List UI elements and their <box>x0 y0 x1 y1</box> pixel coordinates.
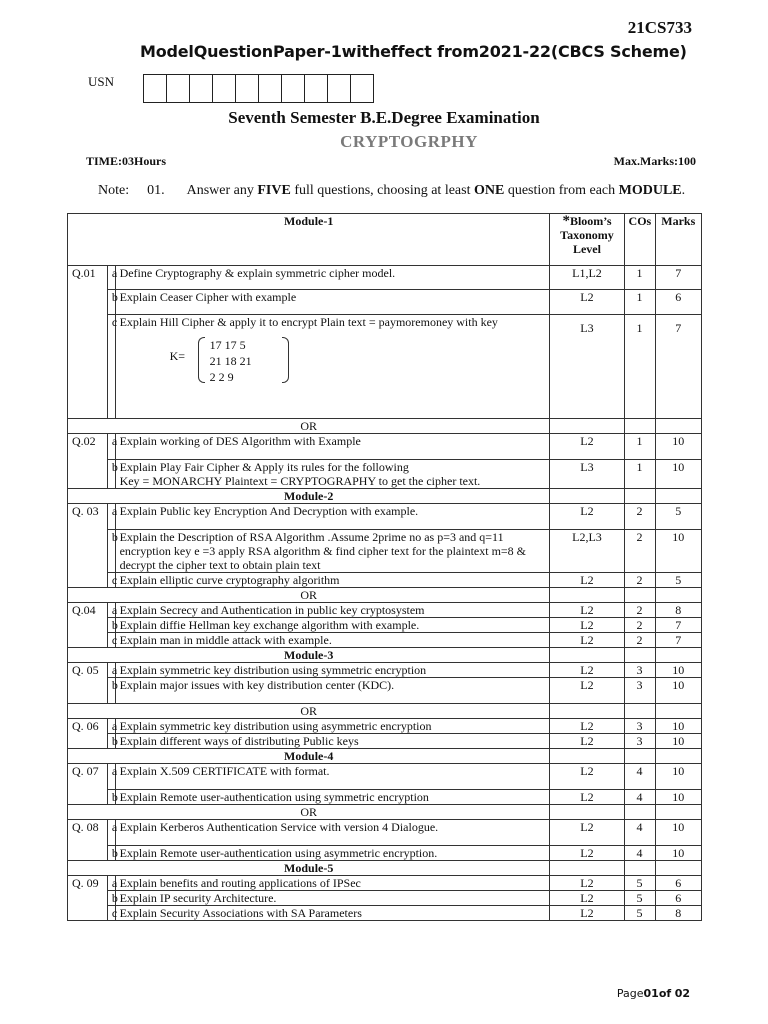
question-text: Explain Security Associations with SA Parameters <box>115 906 550 921</box>
empty-cell <box>550 704 624 719</box>
separator-row <box>68 588 702 603</box>
sub-label: b <box>107 678 115 704</box>
marks-value: 6 <box>655 891 702 906</box>
module-separator: Module-3 <box>68 648 550 663</box>
table-row <box>68 678 702 704</box>
empty-cell <box>624 704 655 719</box>
bloom-level: L2 <box>550 719 624 734</box>
empty-cell <box>655 489 702 504</box>
usn-digit-box[interactable] <box>350 74 374 103</box>
co-value: 3 <box>624 719 655 734</box>
note-five: FIVE <box>257 183 291 198</box>
separator-row <box>68 749 702 764</box>
bloom-level: L2 <box>550 876 624 891</box>
empty-cell <box>624 489 655 504</box>
footer-of-word: of <box>658 987 672 1000</box>
marks-value: 7 <box>655 315 702 419</box>
page-footer <box>617 987 690 1000</box>
sub-label: a <box>107 434 115 460</box>
table-row <box>68 663 702 678</box>
question-text: Explain working of DES Algorithm with Example <box>115 434 550 460</box>
module-separator: Module-4 <box>68 749 550 764</box>
bloom-star: * <box>562 213 570 229</box>
marks-value: 5 <box>655 573 702 588</box>
co-value: 4 <box>624 764 655 790</box>
empty-cell <box>550 861 624 876</box>
table-row <box>68 315 702 419</box>
bloom-level: L2 <box>550 663 624 678</box>
question-text: Key = MONARCHY Plaintext = CRYPTOGRAPHY to get the cipher text. <box>119 474 481 488</box>
bloom-level: L2 <box>550 678 624 704</box>
matrix-rows <box>210 337 280 385</box>
table-row <box>68 266 702 290</box>
usn-digit-box[interactable] <box>304 74 328 103</box>
bloom-level: L2,L3 <box>550 530 624 573</box>
bloom-level: L2 <box>550 434 624 460</box>
marks-value: 10 <box>655 719 702 734</box>
table-row <box>68 820 702 846</box>
co-value: 2 <box>624 603 655 618</box>
question-number: Q. 09 <box>68 876 108 921</box>
or-separator: OR <box>68 805 550 820</box>
sub-label: c <box>107 633 115 648</box>
bloom-level: L2 <box>550 790 624 805</box>
sub-label: a <box>107 504 115 530</box>
marks-value: 7 <box>655 618 702 633</box>
question-text: Define Cryptography & explain symmetric cipher model. <box>115 266 550 290</box>
separator-row <box>68 704 702 719</box>
question-text-block <box>115 460 550 489</box>
table-row <box>68 573 702 588</box>
empty-cell <box>624 419 655 434</box>
question-text: Explain different ways of distributing Public keys <box>115 734 550 749</box>
co-value: 4 <box>624 846 655 861</box>
table-row <box>68 734 702 749</box>
sub-label: b <box>107 460 115 489</box>
marks-heading: Marks <box>655 214 702 266</box>
question-text: Explain benefits and routing applications of IPSec <box>115 876 550 891</box>
question-number: Q.02 <box>68 434 108 489</box>
table-row <box>68 633 702 648</box>
marks-value: 10 <box>655 846 702 861</box>
bloom-level: L2 <box>550 504 624 530</box>
co-value: 1 <box>624 266 655 290</box>
bloom-heading-line: Level <box>572 242 601 256</box>
module-separator: Module-5 <box>68 861 550 876</box>
question-text: Explain Ceaser Cipher with example <box>115 290 550 315</box>
time-label: TIME:03Hours <box>86 154 167 168</box>
note-module: MODULE <box>618 183 682 198</box>
sub-label: a <box>107 764 115 790</box>
sub-label: c <box>107 315 115 419</box>
marks-value: 10 <box>655 663 702 678</box>
separator-row <box>68 861 702 876</box>
separator-row <box>68 805 702 820</box>
table-row <box>68 530 702 573</box>
question-text: Explain symmetric key distribution using asymmetric encryption <box>115 719 550 734</box>
question-text: Explain symmetric key distribution using symmetric encryption <box>115 663 550 678</box>
table-row <box>68 504 702 530</box>
usn-boxes <box>144 74 374 103</box>
marks-value: 7 <box>655 633 702 648</box>
table-row <box>68 790 702 805</box>
question-number: Q. 07 <box>68 764 108 805</box>
sub-label: c <box>107 906 115 921</box>
co-value: 5 <box>624 906 655 921</box>
table-header-row <box>68 214 702 266</box>
co-value: 1 <box>624 290 655 315</box>
empty-cell <box>550 648 624 663</box>
co-value: 2 <box>624 573 655 588</box>
bloom-level: L2 <box>550 290 624 315</box>
question-text: Explain X.509 CERTIFICATE with format. <box>115 764 550 790</box>
or-separator: OR <box>68 704 550 719</box>
sub-label: b <box>107 530 115 573</box>
course-code: 21CS733 <box>627 18 692 37</box>
question-text: Explain Play Fair Cipher & Apply its rules for the following <box>119 460 409 474</box>
question-text-block <box>115 315 550 419</box>
usn-digit-box[interactable] <box>166 74 190 103</box>
subject-title: CRYPTOGRPHY <box>340 132 478 151</box>
question-number: Q. 05 <box>68 663 108 704</box>
module-separator: Module-2 <box>68 489 550 504</box>
or-separator: OR <box>68 588 550 603</box>
marks-value: 6 <box>655 876 702 891</box>
note-text: question from each <box>504 183 619 198</box>
co-value: 2 <box>624 504 655 530</box>
empty-cell <box>655 805 702 820</box>
marks-value: 10 <box>655 820 702 846</box>
table-row <box>68 846 702 861</box>
empty-cell <box>550 419 624 434</box>
table-row <box>68 603 702 618</box>
co-value: 2 <box>624 530 655 573</box>
question-number: Q. 08 <box>68 820 108 861</box>
table-row <box>68 719 702 734</box>
bloom-level: L3 <box>550 315 624 419</box>
usn-digit-box[interactable] <box>212 74 236 103</box>
marks-value: 10 <box>655 734 702 749</box>
marks-value: 6 <box>655 290 702 315</box>
question-text: Explain elliptic curve cryptography algorithm <box>115 573 550 588</box>
question-text: Explain the Description of RSA Algorithm .Assume 2prime no as p=3 and q=11 encryption key e =3 apply RSA algorithm & find cipher text for the plaintext m=8 & decrypt the cipher text to obtain plain text <box>115 530 550 573</box>
sub-label: b <box>107 734 115 749</box>
sub-label: a <box>107 820 115 846</box>
empty-cell <box>624 749 655 764</box>
footer-page-word: Page <box>616 987 644 1000</box>
sub-label: c <box>107 573 115 588</box>
question-number: Q.01 <box>68 266 108 419</box>
empty-cell <box>624 648 655 663</box>
question-number: Q.04 <box>68 603 108 648</box>
question-table <box>67 213 702 921</box>
separator-row <box>68 648 702 663</box>
question-text: Explain Remote user-authentication using asymmetric encryption. <box>115 846 550 861</box>
co-value: 5 <box>624 876 655 891</box>
bloom-level: L2 <box>550 603 624 618</box>
empty-cell <box>624 588 655 603</box>
table-row <box>68 891 702 906</box>
table-row <box>68 618 702 633</box>
cos-heading: COs <box>624 214 655 266</box>
sub-label: a <box>107 603 115 618</box>
note-text: . <box>681 183 686 198</box>
sub-label: b <box>107 290 115 315</box>
separator-row <box>68 419 702 434</box>
table-row <box>68 876 702 891</box>
question-text: Explain diffie Hellman key exchange algorithm with example. <box>115 618 550 633</box>
bloom-level: L1,L2 <box>550 266 624 290</box>
co-value: 4 <box>624 790 655 805</box>
bloom-level: L2 <box>550 633 624 648</box>
empty-cell <box>655 704 702 719</box>
marks-value: 10 <box>655 678 702 704</box>
empty-cell <box>655 861 702 876</box>
question-text: Explain Kerberos Authentication Service with version 4 Dialogue. <box>115 820 550 846</box>
bloom-level: L2 <box>550 618 624 633</box>
usn-digit-box[interactable] <box>281 74 305 103</box>
empty-cell <box>550 805 624 820</box>
empty-cell <box>655 419 702 434</box>
question-text: Explain Public key Encryption And Decryption with example. <box>115 504 550 530</box>
marks-value: 8 <box>655 603 702 618</box>
sub-label: b <box>107 846 115 861</box>
bloom-level: L2 <box>550 734 624 749</box>
table-row <box>68 290 702 315</box>
sub-label: b <box>107 891 115 906</box>
key-matrix <box>170 337 546 393</box>
bloom-level: L2 <box>550 846 624 861</box>
table-row <box>68 434 702 460</box>
usn-digit-box[interactable] <box>143 74 167 103</box>
note-text: full questions, choosing at least <box>290 183 474 198</box>
table-row <box>68 764 702 790</box>
sub-label: a <box>107 719 115 734</box>
sub-label: b <box>107 618 115 633</box>
question-text: Explain Hill Cipher & apply it to encrypt Plain text = paymoremoney with key <box>119 315 498 329</box>
matrix-row: 17 17 5 <box>209 338 246 352</box>
marks-value: 8 <box>655 906 702 921</box>
marks-value: 5 <box>655 504 702 530</box>
empty-cell <box>550 489 624 504</box>
empty-cell <box>655 588 702 603</box>
sub-label: b <box>107 790 115 805</box>
sub-label: a <box>107 663 115 678</box>
empty-cell <box>655 749 702 764</box>
marks-value: 10 <box>655 460 702 489</box>
usn-digit-box[interactable] <box>235 74 259 103</box>
co-value: 4 <box>624 820 655 846</box>
matrix-bracket-left <box>198 337 205 383</box>
note-number: 01. <box>147 183 165 198</box>
question-number: Q. 06 <box>68 719 108 749</box>
separator-row <box>68 489 702 504</box>
empty-cell <box>624 805 655 820</box>
usn-digit-box[interactable] <box>258 74 282 103</box>
co-value: 1 <box>624 434 655 460</box>
note-one: ONE <box>473 183 505 198</box>
paper-title: ModelQuestionPaper-1witheffect from2021-22(CBCS Scheme) <box>140 42 687 61</box>
marks-value: 7 <box>655 266 702 290</box>
marks-value: 10 <box>655 530 702 573</box>
bloom-level: L3 <box>550 460 624 489</box>
matrix-row: 21 18 21 <box>209 354 252 368</box>
marks-value: 10 <box>655 764 702 790</box>
table-row <box>68 460 702 489</box>
exam-title: Seventh Semester B.E.Degree Examination <box>228 108 540 127</box>
bloom-level: L2 <box>550 573 624 588</box>
question-text: Explain major issues with key distribution center (KDC). <box>115 678 550 704</box>
empty-cell <box>655 648 702 663</box>
usn-label: USN <box>88 74 115 89</box>
sub-label: a <box>107 266 115 290</box>
co-value: 1 <box>624 460 655 489</box>
bloom-level: L2 <box>550 906 624 921</box>
or-separator: OR <box>68 419 550 434</box>
empty-cell <box>624 861 655 876</box>
bloom-level: L2 <box>550 764 624 790</box>
bloom-heading <box>550 214 624 266</box>
question-text: Explain man in middle attack with example. <box>115 633 550 648</box>
exam-note <box>98 183 685 199</box>
matrix-bracket-right <box>282 337 289 383</box>
question-text: Explain Remote user-authentication using symmetric encryption <box>115 790 550 805</box>
marks-value: 10 <box>655 790 702 805</box>
empty-cell <box>550 588 624 603</box>
co-value: 3 <box>624 678 655 704</box>
footer-current-page: 01 <box>643 987 659 1000</box>
bloom-heading-line: Bloom’s <box>569 214 612 228</box>
note-text: Answer any <box>186 183 258 198</box>
matrix-row: 2 2 9 <box>209 370 234 384</box>
table-row <box>68 906 702 921</box>
co-value: 2 <box>624 633 655 648</box>
co-value: 2 <box>624 618 655 633</box>
usn-digit-box[interactable] <box>327 74 351 103</box>
module-heading: Module-1 <box>68 214 550 266</box>
bloom-level: L2 <box>550 891 624 906</box>
question-number: Q. 03 <box>68 504 108 588</box>
question-text: Explain IP security Architecture. <box>115 891 550 906</box>
co-value: 3 <box>624 663 655 678</box>
marks-value: 10 <box>655 434 702 460</box>
co-value: 5 <box>624 891 655 906</box>
max-marks-label: Max.Marks:100 <box>613 154 696 168</box>
footer-total-pages: 02 <box>674 987 690 1000</box>
co-value: 1 <box>624 315 655 419</box>
empty-cell <box>550 749 624 764</box>
note-label: Note: <box>98 183 130 198</box>
matrix-label: K= <box>169 349 185 363</box>
usn-digit-box[interactable] <box>189 74 213 103</box>
bloom-level: L2 <box>550 820 624 846</box>
sub-label: a <box>107 876 115 891</box>
co-value: 3 <box>624 734 655 749</box>
bloom-heading-line: Taxonomy <box>560 228 614 242</box>
question-text: Explain Secrecy and Authentication in public key cryptosystem <box>115 603 550 618</box>
